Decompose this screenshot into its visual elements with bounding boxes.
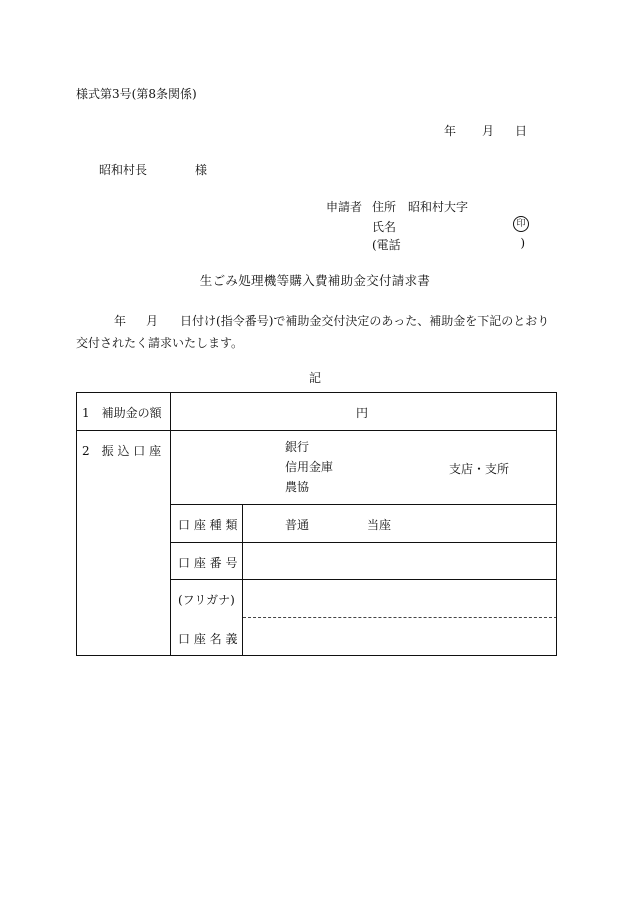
account-type-label: 口 座 種 類 <box>178 518 238 532</box>
account-type-ordinary: 普通 <box>285 518 310 532</box>
row1-label: 1 補助金の額 <box>82 406 162 420</box>
addressee-honorific: 様 <box>195 163 208 177</box>
account-number-label: 口 座 番 号 <box>178 556 238 570</box>
address-label: 住所 <box>372 200 397 214</box>
ki-heading: 記 <box>308 371 321 385</box>
bank-type-noukyou: 農協 <box>285 480 310 494</box>
applicant-label: 申請者 <box>326 200 363 214</box>
amount-unit: 円 <box>356 406 369 420</box>
body-line1-rest: 日付け(指令番号)で補助金交付決定のあった、補助金を下記のとおり <box>180 314 550 328</box>
document-title: 生ごみ処理機等購入費補助金交付請求書 <box>199 273 431 288</box>
seal-icon: 印 <box>513 216 529 232</box>
address-value: 昭和村大字 <box>408 200 469 214</box>
body-year: 年 <box>114 314 127 328</box>
applicant-address <box>372 198 468 215</box>
date-day: 日 <box>515 124 528 138</box>
bank-type-shinkin: 信用金庫 <box>285 460 334 474</box>
row2-label: 2 振 込 口 座 <box>82 444 162 458</box>
addressee-mayor: 昭和村長 <box>99 163 148 177</box>
body-line2: 交付されたく請求いたします。 <box>76 336 244 350</box>
bank-type-bank: 銀行 <box>285 440 310 454</box>
request-body <box>76 310 556 354</box>
applicant-phone <box>372 236 525 253</box>
branch-types: 支店・支所 <box>449 462 510 476</box>
date-year: 年 <box>444 124 457 138</box>
applicant-name-label: 氏名 <box>372 220 397 234</box>
phone-close: ) <box>520 236 525 250</box>
addressee <box>99 161 207 178</box>
account-name-label: 口 座 名 義 <box>178 632 238 646</box>
form-number: 様式第3号(第8条関係) <box>76 87 197 101</box>
body-month: 月 <box>146 314 159 328</box>
date-line <box>444 122 527 139</box>
furigana-label: (フリガナ) <box>178 593 235 607</box>
date-month: 月 <box>482 124 495 138</box>
phone-open: (電話 <box>372 238 401 252</box>
account-type-current: 当座 <box>367 518 392 532</box>
